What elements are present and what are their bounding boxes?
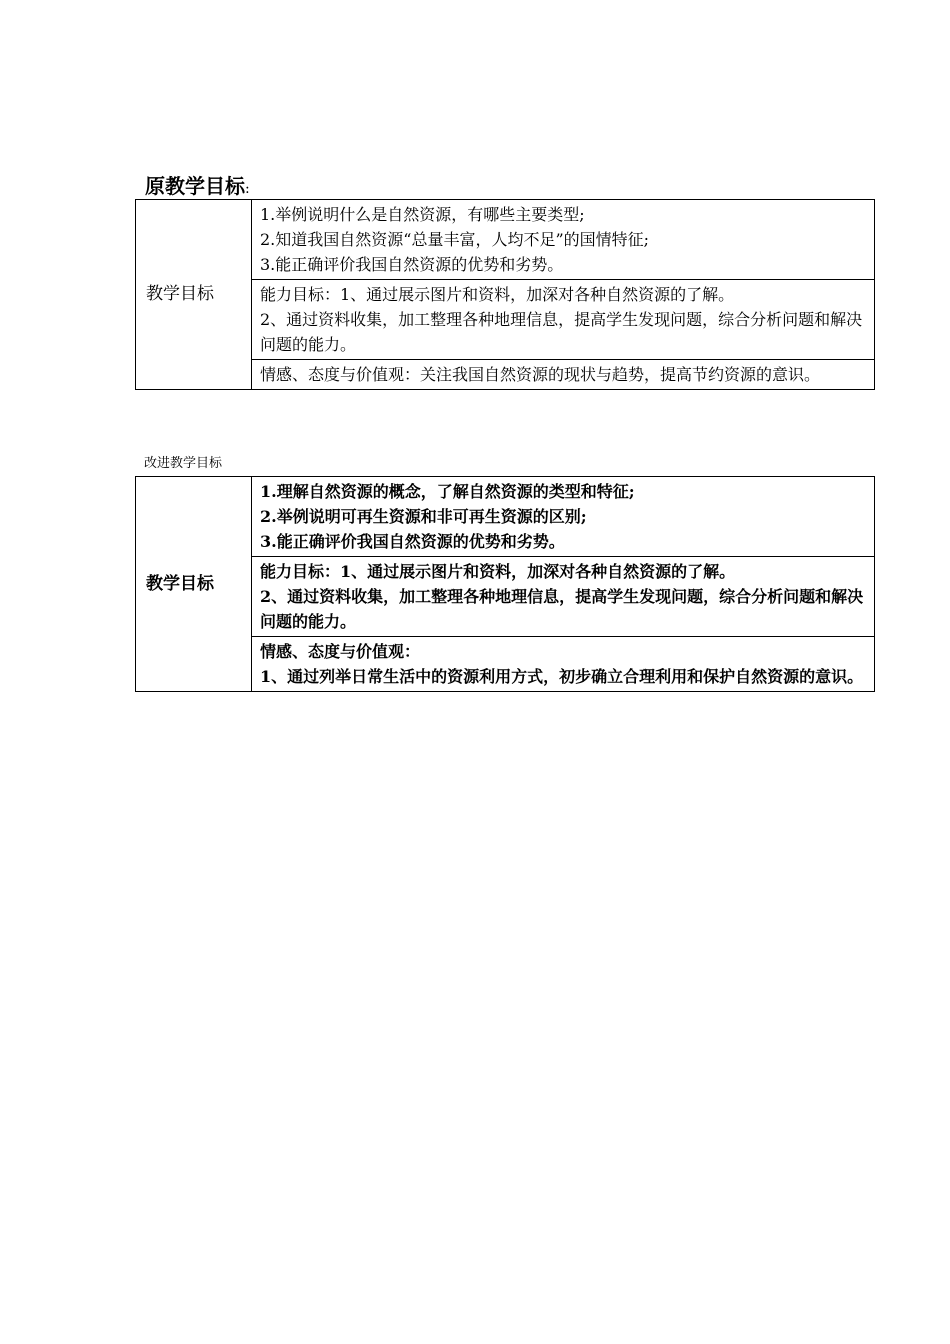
improved-goals-heading: 改进教学目标 bbox=[144, 456, 223, 471]
emotion-goal-item: 1、通过列举日常生活中的资源利用方式，初步确立合理利用和保护自然资源的意识。 bbox=[260, 667, 864, 686]
ability-goal-item: 2、通过资料收集，加工整理各种地理信息，提高学生发现问题，综合分析问题和解决问题的能力。 bbox=[260, 310, 863, 354]
knowledge-goal-item: 2.知道我国自然资源“总量丰富，人均不足”的国情特征; bbox=[260, 230, 650, 249]
ability-goal-item: 2、通过资料收集，加工整理各种地理信息，提高学生发现问题，综合分析问题和解决问题的能力。 bbox=[260, 587, 864, 631]
table-row bbox=[136, 200, 875, 280]
knowledge-goals-cell bbox=[252, 477, 875, 557]
ability-goal-item: 能力目标：1、通过展示图片和资料，加深对各种自然资源的了解。 bbox=[260, 285, 735, 304]
original-goals-title-colon: : bbox=[245, 181, 250, 197]
knowledge-goal-item: 3.能正确评价我国自然资源的优势和劣势。 bbox=[260, 255, 564, 274]
emotion-goals-cell bbox=[252, 637, 875, 692]
emotion-goal-item: 情感、态度与价值观：关注我国自然资源的现状与趋势，提高节约资源的意识。 bbox=[260, 365, 821, 384]
knowledge-goals-cell bbox=[252, 200, 875, 280]
knowledge-goal-item: 2.举例说明可再生资源和非可再生资源的区别; bbox=[260, 507, 587, 526]
emotion-goal-item: 情感、态度与价值观： bbox=[260, 642, 421, 661]
knowledge-goal-item: 1.举例说明什么是自然资源，有哪些主要类型; bbox=[260, 205, 585, 224]
ability-goal-item: 能力目标：1、通过展示图片和资料，加深对各种自然资源的了解。 bbox=[260, 562, 736, 581]
knowledge-goal-item: 3.能正确评价我国自然资源的优势和劣势。 bbox=[260, 532, 565, 551]
row-label-cell: 教学目标 bbox=[136, 200, 252, 390]
improved-goals-table bbox=[135, 476, 875, 692]
row-label-cell: 教学目标 bbox=[136, 477, 252, 692]
ability-goals-cell bbox=[252, 557, 875, 637]
emotion-goals-cell bbox=[252, 360, 875, 390]
table-row bbox=[136, 477, 875, 557]
knowledge-goal-item: 1.理解自然资源的概念，了解自然资源的类型和特征; bbox=[260, 482, 635, 501]
original-goals-table bbox=[135, 199, 875, 390]
original-goals-title: 原教学目标 bbox=[145, 174, 245, 198]
ability-goals-cell bbox=[252, 280, 875, 360]
